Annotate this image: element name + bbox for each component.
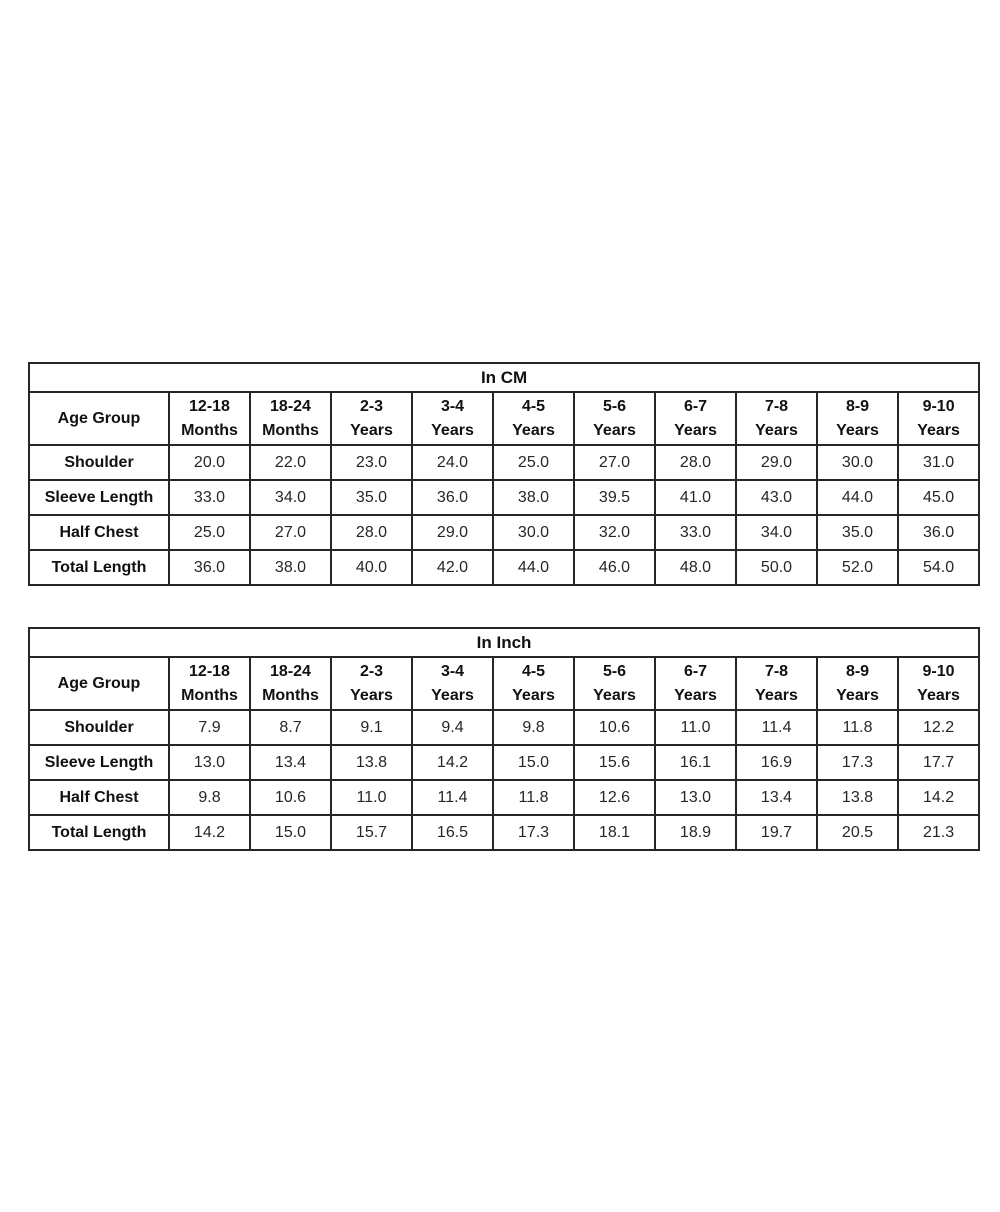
table-row [29,550,979,585]
size-table-inch [28,627,980,851]
value-cell: 16.5 [412,815,493,850]
column-header [169,657,250,710]
table-title-row [29,363,979,392]
column-header-line: Years [917,421,960,439]
value-cell: 11.4 [412,780,493,815]
column-header-line: Years [593,686,636,704]
column-header-line: 2-3 [359,397,384,415]
value-cell: 20.5 [817,815,898,850]
row-label: Sleeve Length [29,480,169,515]
value-cell: 17.3 [817,745,898,780]
value-cell: 36.0 [412,480,493,515]
value-cell: 11.0 [655,710,736,745]
value-cell: 22.0 [250,445,331,480]
value-cell: 27.0 [250,515,331,550]
age-group-corner-label: Age Group [29,392,169,445]
column-header [655,392,736,445]
column-header-line: Months [181,421,238,439]
value-cell: 12.6 [574,780,655,815]
value-cell: 28.0 [331,515,412,550]
table-row [29,745,979,780]
value-cell: 29.0 [736,445,817,480]
column-header-line: 2-3 [359,662,384,680]
table-title: In CM [29,363,979,392]
value-cell: 43.0 [736,480,817,515]
size-chart-area [28,362,978,851]
column-header-line: Years [350,421,393,439]
column-header-line: Years [674,421,717,439]
value-cell: 44.0 [817,480,898,515]
column-header-line: Years [593,421,636,439]
value-cell: 38.0 [250,550,331,585]
column-header-line: 18-24 [270,662,311,680]
column-header-line: 7-8 [764,662,789,680]
value-cell: 30.0 [493,515,574,550]
column-header-line: Months [262,421,319,439]
row-label: Half Chest [29,780,169,815]
value-cell: 16.9 [736,745,817,780]
value-cell: 35.0 [331,480,412,515]
value-cell: 13.8 [817,780,898,815]
value-cell: 33.0 [655,515,736,550]
table-title: In Inch [29,628,979,657]
value-cell: 13.0 [169,745,250,780]
value-cell: 17.7 [898,745,979,780]
value-cell: 10.6 [574,710,655,745]
table-row [29,780,979,815]
value-cell: 9.8 [493,710,574,745]
column-header-line: 3-4 [440,662,465,680]
column-header-line: 6-7 [683,662,708,680]
value-cell: 10.6 [250,780,331,815]
value-cell: 52.0 [817,550,898,585]
column-header [574,657,655,710]
column-header-line: 6-7 [683,397,708,415]
column-header-line: Months [262,686,319,704]
column-header-line: 5-6 [602,662,627,680]
value-cell: 19.7 [736,815,817,850]
column-header-line: Years [674,686,717,704]
value-cell: 14.2 [412,745,493,780]
column-header-line: 12-18 [189,397,230,415]
value-cell: 46.0 [574,550,655,585]
value-cell: 13.0 [655,780,736,815]
column-header-line: Years [917,686,960,704]
value-cell: 18.1 [574,815,655,850]
column-header-line: Years [755,421,798,439]
column-header [493,657,574,710]
column-header-line: 12-18 [189,662,230,680]
value-cell: 27.0 [574,445,655,480]
column-header-line: 4-5 [521,662,546,680]
column-header [736,657,817,710]
value-cell: 50.0 [736,550,817,585]
value-cell: 13.8 [331,745,412,780]
column-header [250,657,331,710]
table-header-row [29,657,979,710]
value-cell: 33.0 [169,480,250,515]
value-cell: 36.0 [169,550,250,585]
row-label: Total Length [29,815,169,850]
column-header [655,657,736,710]
value-cell: 9.4 [412,710,493,745]
value-cell: 9.8 [169,780,250,815]
value-cell: 28.0 [655,445,736,480]
column-header [736,392,817,445]
column-header-line: 3-4 [440,397,465,415]
value-cell: 16.1 [655,745,736,780]
column-header [412,392,493,445]
value-cell: 25.0 [493,445,574,480]
value-cell: 11.8 [493,780,574,815]
value-cell: 21.3 [898,815,979,850]
column-header-line: 18-24 [270,397,311,415]
table-row [29,480,979,515]
value-cell: 13.4 [736,780,817,815]
value-cell: 42.0 [412,550,493,585]
value-cell: 17.3 [493,815,574,850]
value-cell: 15.0 [250,815,331,850]
row-label: Half Chest [29,515,169,550]
column-header [250,392,331,445]
column-header [817,392,898,445]
column-header-line: Years [431,686,474,704]
value-cell: 32.0 [574,515,655,550]
value-cell: 41.0 [655,480,736,515]
value-cell: 29.0 [412,515,493,550]
row-label: Total Length [29,550,169,585]
value-cell: 11.8 [817,710,898,745]
column-header-line: 9-10 [922,662,955,680]
row-label: Sleeve Length [29,745,169,780]
row-label: Shoulder [29,445,169,480]
value-cell: 34.0 [736,515,817,550]
table-title-row [29,628,979,657]
value-cell: 31.0 [898,445,979,480]
value-cell: 48.0 [655,550,736,585]
column-header-line: 4-5 [521,397,546,415]
table-row [29,815,979,850]
value-cell: 8.7 [250,710,331,745]
value-cell: 18.9 [655,815,736,850]
column-header-line: Years [755,686,798,704]
value-cell: 45.0 [898,480,979,515]
column-header [898,392,979,445]
value-cell: 15.7 [331,815,412,850]
value-cell: 40.0 [331,550,412,585]
value-cell: 15.6 [574,745,655,780]
column-header [169,392,250,445]
value-cell: 20.0 [169,445,250,480]
column-header [817,657,898,710]
value-cell: 11.0 [331,780,412,815]
value-cell: 34.0 [250,480,331,515]
value-cell: 30.0 [817,445,898,480]
value-cell: 15.0 [493,745,574,780]
value-cell: 44.0 [493,550,574,585]
column-header-line: Years [512,421,555,439]
value-cell: 9.1 [331,710,412,745]
value-cell: 25.0 [169,515,250,550]
value-cell: 35.0 [817,515,898,550]
table-row [29,515,979,550]
table-row [29,710,979,745]
table-row [29,445,979,480]
value-cell: 14.2 [898,780,979,815]
column-header-line: Months [181,686,238,704]
column-header [412,657,493,710]
column-header [574,392,655,445]
value-cell: 24.0 [412,445,493,480]
column-header-line: Years [512,686,555,704]
value-cell: 36.0 [898,515,979,550]
value-cell: 38.0 [493,480,574,515]
column-header [898,657,979,710]
value-cell: 7.9 [169,710,250,745]
age-group-corner-label: Age Group [29,657,169,710]
column-header-line: 9-10 [922,397,955,415]
value-cell: 23.0 [331,445,412,480]
column-header [331,392,412,445]
value-cell: 11.4 [736,710,817,745]
column-header-line: 5-6 [602,397,627,415]
table-header-row [29,392,979,445]
size-table-cm [28,362,980,586]
value-cell: 13.4 [250,745,331,780]
column-header-line: Years [836,686,879,704]
column-header-line: Years [431,421,474,439]
column-header-line: 7-8 [764,397,789,415]
column-header-line: Years [350,686,393,704]
column-header-line: 8-9 [845,397,870,415]
column-header [331,657,412,710]
table-gap [28,586,978,627]
value-cell: 14.2 [169,815,250,850]
row-label: Shoulder [29,710,169,745]
value-cell: 54.0 [898,550,979,585]
value-cell: 39.5 [574,480,655,515]
column-header-line: Years [836,421,879,439]
value-cell: 12.2 [898,710,979,745]
column-header-line: 8-9 [845,662,870,680]
column-header [493,392,574,445]
